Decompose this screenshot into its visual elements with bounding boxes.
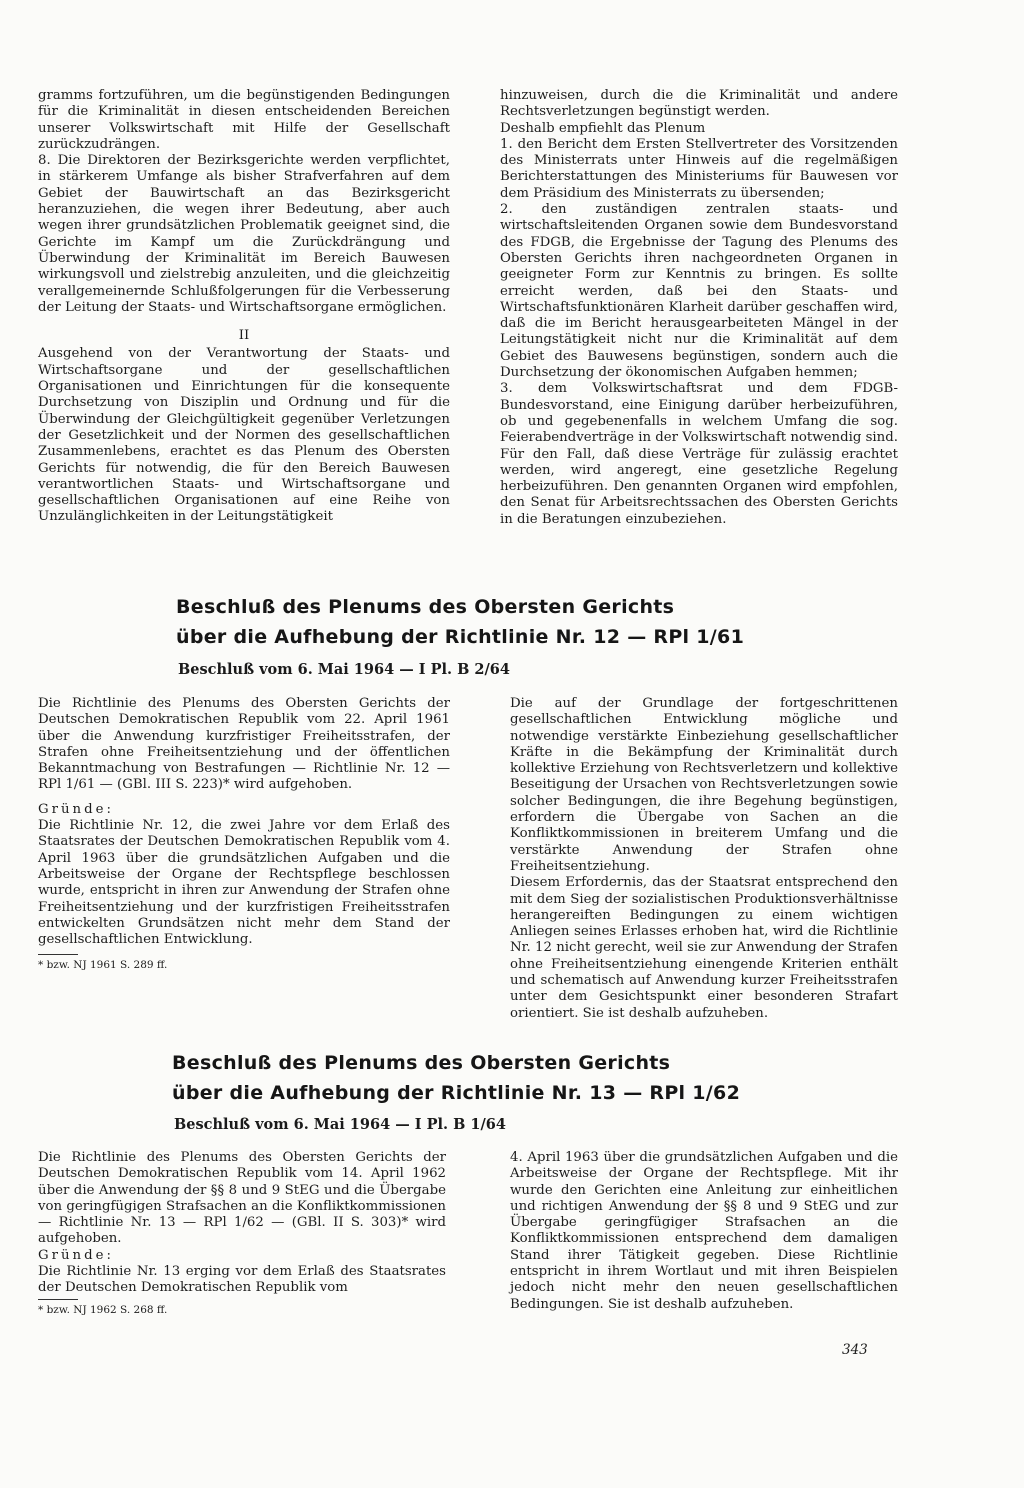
paragraph: Diesem Erfordernis, das der Staatsrat entsprechend den mit dem Sieg der sozialistischen Produktionsverhältnisse herangereiften Bedingungen zu einem wichtigen Anliegen seines Erlasses erhoben hat, wird die Richtlinie Nr. 12 nicht gerecht, weil sie zur Anwendung der Strafen ohne Freiheitsentziehung einengende Kriterien enthält und schematisch auf Anwendung kurzer Freiheitsstrafen unter dem Gesichtspunkt einer besonderen Strafart orientiert. Sie ist deshalb aufzuheben. [510,875,898,1021]
paragraph: Die Richtlinie Nr. 13 erging vor dem Erlaß des Staatsrates der Deutschen Demokratischen Republik vom [38,1264,446,1296]
paragraph: 2. den zuständigen zentralen staats- und wirtschaftsleitenden Organen sowie dem Bundesvorstand des FDGB, die Ergebnisse der Tagung des Plenums des Obersten Gerichts ihren nachgeordneten Organen in geeigneter Form zur Kenntnis zu bringen. Es sollte erreicht werden, daß bei den Staats- und Wirtschaftsfunktionären Klarheit darüber geschaffen wird, daß die im Bericht herausgearbeiteten Mängel in der Leitungstätigkeit nicht nur die Kriminalität auf dem Gebiet des Bauwesens begünstigen, sondern auch die Durchsetzung der ökonomischen Aufgaben hemmen; [500,202,898,381]
footnote: * bzw. NJ 1961 S. 289 ff. [38,959,168,972]
footnote-divider [38,954,78,955]
gruende-label: Gründe: [38,1247,114,1263]
section-2-left-column [38,1150,446,1317]
page-number: 343 [842,1342,868,1358]
paragraph: 1. den Bericht dem Ersten Stellvertreter des Vorsitzenden des Ministerrats unter Hinweis auf die regelmäßigen Berichterstattungen des Ministeriums für Bauwesen vor dem Präsidium des Ministerrats zu übersenden; [500,136,898,201]
section-1-title-line-2: über die Aufhebung der Richtlinie Nr. 12 — RPl 1/61 [176,626,745,648]
paragraph: hinzuweisen, durch die die Kriminalität und andere Rechtsverletzungen begünstigt werden. [500,88,898,120]
paragraph: 3. dem Volkswirtschaftsrat und dem FDGB-Bundesvorstand, eine Einigung darüber herbeizuführen, ob und gegebenenfalls in welchem Umfang die sog. Feierabendverträge in der Volkswirtschaft notwendig sind. Für den Fall, daß diese Verträge für zulässig erachtet werden, wird angeregt, eine gesetzliche Regelung herbeizuführen. Den genannten Organen wird empfohlen, den Senat für Arbeitsrechtssachen des Obersten Gerichts in die Beratungen einzubeziehen. [500,381,898,527]
top-left-column [38,88,450,526]
section-2-title-line-1: Beschluß des Plenums des Obersten Gerichts [172,1052,671,1074]
top-right-column [500,88,898,528]
gruende-label: Gründe: [38,801,114,817]
section-2-title-line-2: über die Aufhebung der Richtlinie Nr. 13 — RPl 1/62 [172,1082,741,1104]
paragraph: Deshalb empfiehlt das Plenum [500,120,706,136]
section-1-subtitle: Beschluß vom 6. Mai 1964 — I Pl. B 2/64 [178,661,510,678]
section-1-left-column [38,696,450,972]
section-1-title-line-1: Beschluß des Plenums des Obersten Gerichts [176,596,675,618]
footnote-divider [38,1299,78,1300]
paragraph: 4. April 1963 über die grundsätzlichen Aufgaben und die Arbeitsweise der Organe der Rechtspflege. Mit ihr wurde den Gerichten eine Anleitung zur einheitlichen und richtigen Anwendung der §§ 8 und 9 StEG und zur Übergabe geringfügiger Strafsachen an die Konfliktkommissionen entsprechend dem damaligen Stand ihrer Tätigkeit gegeben. Diese Richtlinie entspricht in ihrem Wortlaut und mit ihren Beispielen jedoch nicht mehr den neuen gesellschaftlichen Bedingungen. Sie ist deshalb aufzuheben. [510,1150,898,1312]
footnote: * bzw. NJ 1962 S. 268 ff. [38,1303,168,1316]
section-1-title [120,592,800,652]
section-numeral: II [238,328,250,344]
paragraph: 8. Die Direktoren der Bezirksgerichte werden verpflichtet, in stärkerem Umfange als bisher Strafverfahren auf dem Gebiet der Bauwirtschaft an das Bezirksgericht heranzuziehen, die wegen ihrer Bedeutung, aber auch wegen ihrer grundsätzlichen Problematik geeignet sind, die Gerichte im Kampf um die Zurückdrängung und Überwindung der Kriminalität im Bereich Bauwesen wirkungsvoll und zielstrebig anzuleiten, und die gleichzeitig verallgemeinernde Schlußfolgerungen für die Verbesserung der Leitung der Staats- und Wirtschaftsorgane ermöglichen. [38,153,450,315]
section-2-title [120,1048,800,1108]
paragraph: Die Richtlinie des Plenums des Obersten Gerichts der Deutschen Demokratischen Republik vom 14. April 1962 über die Anwendung der §§ 8 und 9 StEG und die Übergabe von geringfügigen Strafsachen an die Konfliktkommissionen — Richtlinie Nr. 13 — RPl 1/62 — (GBl. II S. 303)* wird aufgehoben. [38,1150,446,1247]
paragraph: gramms fortzuführen, um die begünstigenden Bedingungen für die Kriminalität in diesen entscheidenden Bereichen unserer Volkswirtschaft mit Hilfe der Gesellschaft zurückzudrängen. [38,88,450,152]
paragraph: Die auf der Grundlage der fortgeschrittenen gesellschaftlichen Entwicklung mögliche und notwendige verstärkte Einbeziehung gesellschaftlicher Kräfte in die Bekämpfung der Kriminalität durch kollektive Erziehung von Rechtsverletzern und kollektive Beseitigung der Ursachen von Rechtsverletzungen sowie solcher Bedingungen, die ihre Begehung begünstigen, erfordern die Übergabe von Sachen an die Konfliktkommissionen in breiterem Umfang und die verstärkte Anwendung der Strafen ohne Freiheitsentziehung. [510,696,898,874]
paragraph: Die Richtlinie des Plenums des Obersten Gerichts der Deutschen Demokratischen Republik vom 22. April 1961 über die Anwendung kurzfristiger Freiheitsstrafen, der Strafen ohne Freiheitsentziehung und der öffentlichen Bekanntmachung von Bestrafungen — Richtlinie Nr. 12 — RPl 1/61 — (GBl. III S. 223)* wird aufgehoben. [38,696,450,793]
section-1-right-column [510,696,898,1022]
paragraph: Die Richtlinie Nr. 12, die zwei Jahre vor dem Erlaß des Staatsrates der Deutschen Demokratischen Republik vom 4. April 1963 über die grundsätzlichen Aufgaben und die Arbeitsweise der Organe der Rechtspflege beschlossen wurde, entspricht in ihren zur Anwendung der Strafen ohne Freiheitsentziehung und der kurzfristigen Freiheitsstrafen entwickelten Grundsätzen nicht mehr dem Stand der gesellschaftlichen Entwicklung. [38,818,450,948]
section-2-right-column [510,1150,898,1313]
section-2-subtitle: Beschluß vom 6. Mai 1964 — I Pl. B 1/64 [174,1116,506,1133]
paragraph: Ausgehend von der Verantwortung der Staats- und Wirtschaftsorgane und der gesellschaftlichen Organisationen und Einrichtungen für die konsequente Durchsetzung von Disziplin und Ordnung und für die Überwindung der Gleichgültigkeit gegenüber Verletzungen der Gesetzlichkeit und der Normen des gesellschaftlichen Zusammenlebens, erachtet es das Plenum des Obersten Gerichts für notwendig, die für den Bereich Bauwesen verantwortlichen Staats- und Wirtschaftsorgane und gesellschaftlichen Organisationen auf eine Reihe von Unzulänglichkeiten in der Leitungstätigkeit [38,346,450,525]
